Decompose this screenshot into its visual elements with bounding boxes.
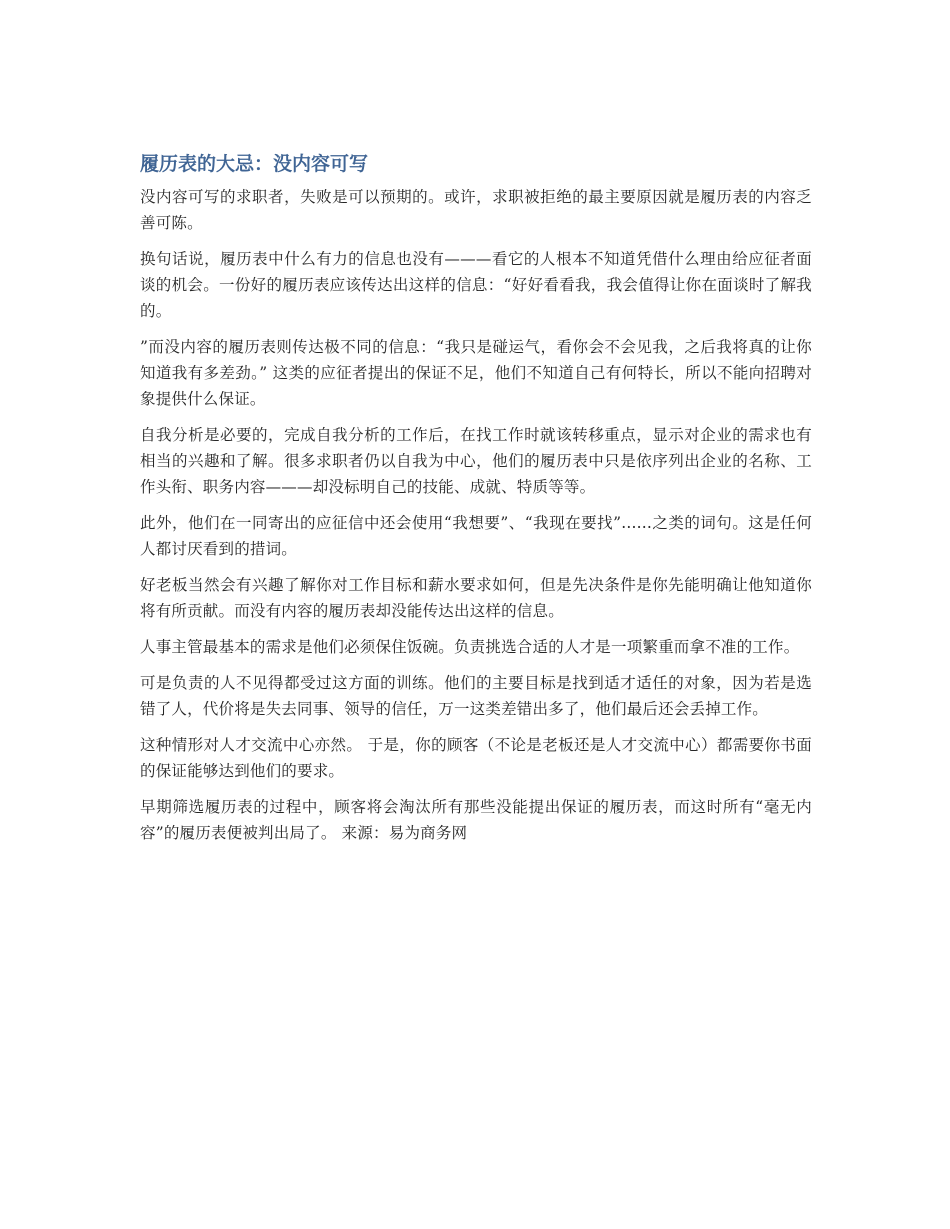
document-title: 履历表的大忌：没内容可写 [140,153,369,175]
paragraph-5: 此外，他们在一同寄出的应征信中还会使用“我想要”、“我现在要找”......之类的词句。这是任何人都讨厌看到的措词。 [140,514,812,558]
paragraph-7: 人事主管最基本的需求是他们必须保住饭碗。负责挑选合适的人才是一项繁重而拿不准的工作。 [140,638,800,656]
paragraph-3: ”而没内容的履历表则传达极不同的信息：“我只是碰运气，看你会不会见我，之后我将真的让你知道我有多差劲。” 这类的应征者提出的保证不足，他们不知道自己有何特长，所以不能向招聘对象提供什么保证。 [140,338,812,408]
paragraph-9: 这种情形对人才交流中心亦然。 于是，你的顾客（不论是老板还是人才交流中心）都需要你书面的保证能够达到他们的要求。 [140,736,812,780]
paragraph-2: 换句话说，履历表中什么有力的信息也没有———看它的人根本不知道凭借什么理由给应征者面谈的机会。一份好的履历表应该传达出这样的信息：“好好看看我，我会值得让你在面谈时了解我的。 [140,250,812,320]
document-page [140,150,812,856]
paragraph-1: 没内容可写的求职者，失败是可以预期的。或许，求职被拒绝的最主要原因就是履历表的内容乏善可陈。 [140,188,812,232]
paragraph-4: 自我分析是必要的，完成自我分析的工作后，在找工作时就该转移重点，显示对企业的需求也有相当的兴趣和了解。很多求职者仍以自我为中心，他们的履历表中只是依序列出企业的名称、工作头衔、职务内容———却没标明自己的技能、成就、特质等等。 [140,426,812,496]
paragraph-10: 早期筛选履历表的过程中，顾客将会淘汰所有那些没能提出保证的履历表，而这时所有“毫无内容”的履历表便被判出局了。 来源：易为商务网 [140,798,812,842]
paragraph-6: 好老板当然会有兴趣了解你对工作目标和薪水要求如何，但是先决条件是你先能明确让他知道你将有所贡献。而没有内容的履历表却没能传达出这样的信息。 [140,576,812,620]
paragraph-8: 可是负责的人不见得都受过这方面的训练。他们的主要目标是找到适才适任的对象，因为若是选错了人，代价将是失去同事、领导的信任，万一这类差错出多了，他们最后还会丢掉工作。 [140,674,812,718]
